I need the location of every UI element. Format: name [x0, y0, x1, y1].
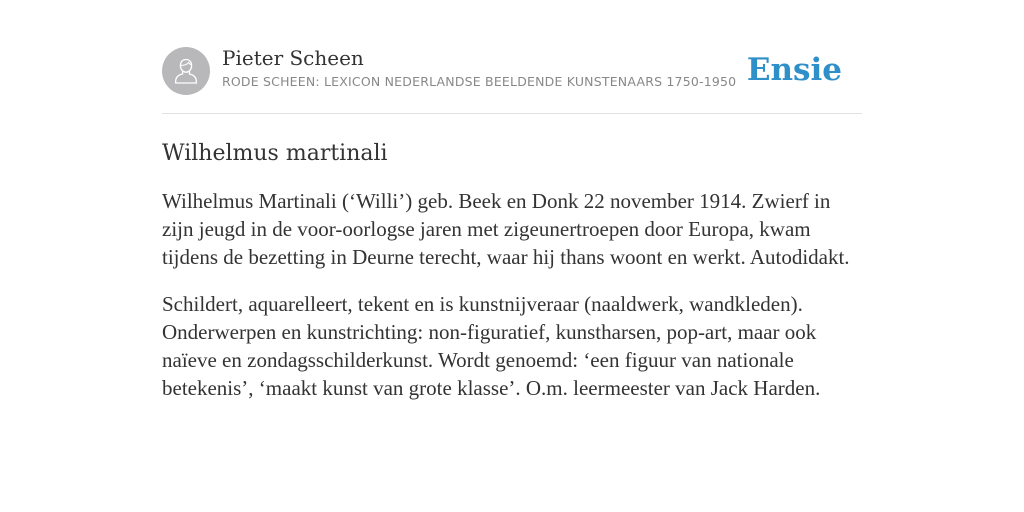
author-avatar[interactable] — [162, 47, 210, 95]
entry-paragraph: Schildert, aquarelleert, tekent en is kunstnijveraar (naaldwerk, wandkleden). Onderwerpen en kunstrichting: non-figuratief, kunstharsen, pop-art, maar ook naïeve en zondagsschilderkunst. Wordt genoemd: ‘een figuur van nationale betekenis’, ‘maakt kunst van grote klasse’. O.m. leermeester van Jack Harden. — [162, 292, 821, 400]
entry-paragraph: Wilhelmus Martinali (‘Willi’) geb. Beek en Donk 22 november 1914. Zwierf in zijn jeugd in de voor-oorlogse jaren met zigeunertroepen door Europa, kwam tijdens de bezetting in Deurne terecht, waar hij thans woont en werkt. Autodidakt. — [162, 189, 850, 269]
entry-title: Wilhelmus martinali — [162, 141, 388, 166]
entry-header — [162, 46, 862, 114]
ensie-logo[interactable]: Ensie — [746, 52, 842, 88]
entry-card — [162, 46, 862, 421]
author-name[interactable]: Pieter Scheen — [222, 46, 364, 70]
entry-body — [162, 187, 862, 402]
source-publication[interactable]: RODE SCHEEN: LEXICON NEDERLANDSE BEELDENDE KUNSTENAARS 1750-1950 — [222, 74, 737, 89]
user-icon — [173, 57, 199, 85]
